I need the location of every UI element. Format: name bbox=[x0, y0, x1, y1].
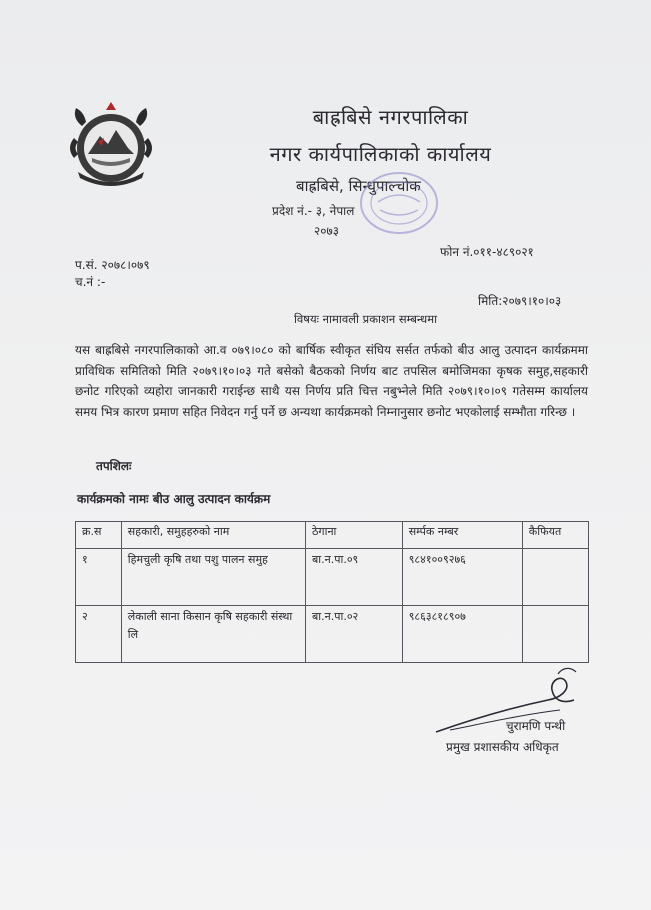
table-row bbox=[76, 549, 589, 606]
table-header-row bbox=[76, 522, 589, 549]
col-serial: क्र.स bbox=[76, 522, 122, 549]
cell-serial: २ bbox=[76, 606, 122, 663]
letter-date: मिति:२०७९।१०।०३ bbox=[478, 294, 562, 308]
table-row bbox=[76, 606, 589, 663]
col-address: ठेगाना bbox=[306, 522, 403, 549]
office-stamp-icon bbox=[356, 168, 442, 238]
office-province: प्रदेश नं.- ३, नेपाल bbox=[272, 204, 355, 218]
reference-number: प.सं. २०७८।०७९ bbox=[75, 258, 150, 272]
office-phone: फोन नं.०११-४८९०२१ bbox=[440, 245, 534, 259]
office-title-line2: नगर कार्यपालिकाको कार्यालय bbox=[269, 142, 492, 166]
col-remarks: कैफियत bbox=[522, 522, 588, 549]
signer-name: चुरामणि पन्थी bbox=[506, 719, 566, 733]
col-contact: सर्म्पक नम्बर bbox=[402, 522, 522, 549]
col-name: सहकारी, समुहहरुको नाम bbox=[121, 522, 305, 549]
cell-serial: १ bbox=[76, 549, 122, 606]
cell-remarks bbox=[522, 549, 588, 606]
cell-remarks bbox=[522, 606, 588, 663]
office-year: २०७३ bbox=[314, 224, 339, 238]
cell-contact: ९८६३८१८९०७ bbox=[402, 606, 522, 663]
signer-title: प्रमुख प्रशासकीय अधिकृत bbox=[446, 740, 559, 754]
office-address: बाह्रबिसे, सिन्धुपाल्चोक bbox=[296, 177, 421, 195]
cell-address: बा.न.पा.०९ bbox=[306, 549, 403, 606]
cell-name: लेकाली साना किसान कृषि सहकारी संस्था लि bbox=[121, 606, 305, 663]
dispatch-number: च.नं :- bbox=[75, 275, 106, 289]
program-title: कार्यक्रमको नामः बीउ आलु उत्पादन कार्यक्रम bbox=[77, 492, 271, 506]
letter-subject: विषयः नामावली प्रकाशन सम्बन्धमा bbox=[293, 312, 438, 326]
details-label: तपशिलः bbox=[96, 459, 132, 473]
cell-name: हिमचुली कृषि तथा पशु पालन समुह bbox=[121, 549, 305, 606]
letter-body: यस बाह्रबिसे नगरपालिकाको आ.व ०७९।०८० को बार्षिक स्वीकृत संघिय सर्सत तर्फको बीउ आलु उत्पादन कार्यक्रममा प्राविधिक समितिको मिति २०७९।१०।०३ गते बसेको बैठकको निर्णय बाट तपसिल बमोजिमका कृषक समुह,सहकारी छनोट गरिएको व्यहोरा जानकारी गराईन्छ साथै यस निर्णय प्रति चित्त नबुभ्नेले मिति २०७९।१०।०९ गतेसम्म कार्यालय समय भित्र कारण प्रमाण सहित निवेदन गर्नु पर्ने छ अन्यथा कार्यक्रमको निम्नानुसार छनोट भएकोलाई सम्भौता गरिन्छ । bbox=[75, 343, 588, 419]
cell-address: बा.न.पा.०२ bbox=[306, 606, 403, 663]
office-title-line1: बाह्रबिसे नगरपालिका bbox=[312, 105, 469, 129]
selection-table bbox=[75, 521, 589, 663]
cell-contact: ९८४१००९२७६ bbox=[402, 549, 522, 606]
